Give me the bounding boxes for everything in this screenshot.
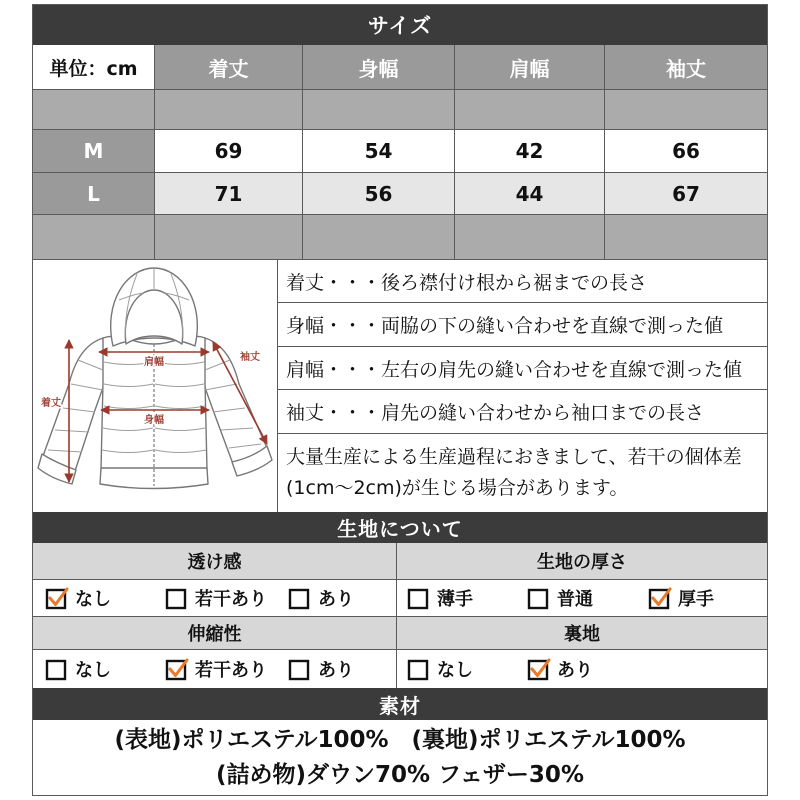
definition-body-width: 身幅・・・両脇の下の縫い合わせを直線で測った値 (278, 303, 767, 347)
checkbox-empty-icon (288, 586, 312, 610)
thickness-options (397, 580, 767, 616)
size-l-sleeve-length: 67 (605, 173, 767, 215)
jacket-illustration (33, 260, 278, 512)
blank-cell (155, 90, 303, 130)
stretch-option-slight (165, 656, 267, 682)
thickness-option-normal (527, 585, 593, 611)
size-m-body-width: 54 (303, 130, 455, 173)
column-header-length: 着丈 (155, 45, 303, 90)
fabric-header-lining: 裏地 (397, 617, 767, 649)
option-label: 若干あり (195, 660, 267, 681)
lining-option-none (407, 656, 473, 682)
material-line-filling: (詰め物)ダウン70% フェザー30% (216, 762, 584, 788)
option-label: 普通 (557, 589, 593, 610)
size-label-m: M (33, 130, 155, 173)
option-label: 薄手 (437, 589, 473, 610)
definition-shoulder-width: 肩幅・・・左右の肩先の縫い合わせを直線で測った値 (278, 347, 767, 390)
fabric-header-thickness: 生地の厚さ (397, 543, 767, 579)
blank-cell (33, 90, 155, 130)
stretch-option-yes (288, 656, 354, 682)
blank-cell (455, 90, 605, 130)
transparency-options (33, 580, 397, 616)
fabric-header-stretch: 伸縮性 (33, 617, 397, 649)
checkbox-empty-icon (45, 657, 69, 681)
blank-cell (605, 90, 767, 130)
stretch-options (33, 650, 397, 688)
fabric-options-row (33, 650, 767, 688)
sleeve-length-label: 袖丈 (240, 352, 260, 363)
lining-options (397, 650, 767, 688)
size-l-shoulder-width: 44 (455, 173, 605, 215)
checkbox-empty-icon (165, 586, 189, 610)
fabric-options-row (33, 580, 767, 617)
size-m-shoulder-width: 42 (455, 130, 605, 173)
length-label: 着丈 (41, 398, 61, 409)
checkbox-checked-icon (527, 657, 551, 681)
jacket-outline (38, 268, 272, 489)
size-m-length: 69 (155, 130, 303, 173)
measurement-definitions (278, 260, 767, 512)
lining-option-yes (527, 656, 593, 682)
material-section-title: 素材 (33, 688, 767, 720)
option-label: 若干あり (195, 589, 267, 610)
option-label: あり (318, 589, 354, 610)
size-section-title: サイズ (33, 5, 767, 45)
size-label-l: L (33, 173, 155, 215)
option-label: なし (75, 589, 111, 610)
blank-cell (155, 215, 303, 260)
variance-note-line: (1cm〜2cm)が生じる場合があります。 (286, 477, 629, 499)
blank-cell (303, 215, 455, 260)
measurement-section (33, 260, 767, 512)
stretch-option-none (45, 656, 111, 682)
column-header-body-width: 身幅 (303, 45, 455, 90)
product-spec-sheet (33, 5, 767, 795)
option-label: なし (75, 660, 111, 681)
fabric-header-row (33, 543, 767, 580)
body-width-label: 身幅 (144, 415, 164, 426)
definition-sleeve-length: 袖丈・・・肩先の縫い合わせから袖口までの長さ (278, 390, 767, 434)
material-composition (33, 720, 767, 795)
option-label: あり (557, 660, 593, 681)
checkbox-empty-icon (288, 657, 312, 681)
transparency-option-none (45, 585, 111, 611)
checkbox-checked-icon (165, 657, 189, 681)
checkbox-empty-icon (527, 586, 551, 610)
option-label: あり (318, 660, 354, 681)
option-label: 厚手 (678, 589, 714, 610)
fabric-header-transparency: 透け感 (33, 543, 397, 579)
checkbox-checked-icon (45, 586, 69, 610)
fabric-section-title: 生地について (33, 512, 767, 543)
column-header-sleeve-length: 袖丈 (605, 45, 767, 90)
column-header-shoulder-width: 肩幅 (455, 45, 605, 90)
size-l-body-width: 56 (303, 173, 455, 215)
definition-length: 着丈・・・後ろ襟付け根から裾までの長さ (278, 260, 767, 303)
blank-cell (33, 215, 155, 260)
size-m-sleeve-length: 66 (605, 130, 767, 173)
fabric-header-row (33, 617, 767, 650)
blank-cell (605, 215, 767, 260)
option-label: なし (437, 660, 473, 681)
transparency-option-yes (288, 585, 354, 611)
size-l-length: 71 (155, 173, 303, 215)
blank-cell (303, 90, 455, 130)
checkbox-empty-icon (407, 657, 431, 681)
checkbox-checked-icon (648, 586, 672, 610)
blank-cell (455, 215, 605, 260)
shoulder-width-label: 肩幅 (144, 357, 164, 368)
jacket-diagram (33, 260, 278, 512)
thickness-option-thick (648, 585, 714, 611)
transparency-option-slight (165, 585, 267, 611)
variance-note (278, 434, 767, 512)
variance-note-line: 大量生産による生産過程におきまして、若干の個体差 (286, 446, 742, 468)
checkbox-empty-icon (407, 586, 431, 610)
thickness-option-thin (407, 585, 473, 611)
material-line-shell-lining: (表地)ポリエステル100% (裏地)ポリエステル100% (114, 727, 686, 753)
unit-label: 単位：cm (33, 45, 155, 90)
size-table (33, 45, 767, 260)
